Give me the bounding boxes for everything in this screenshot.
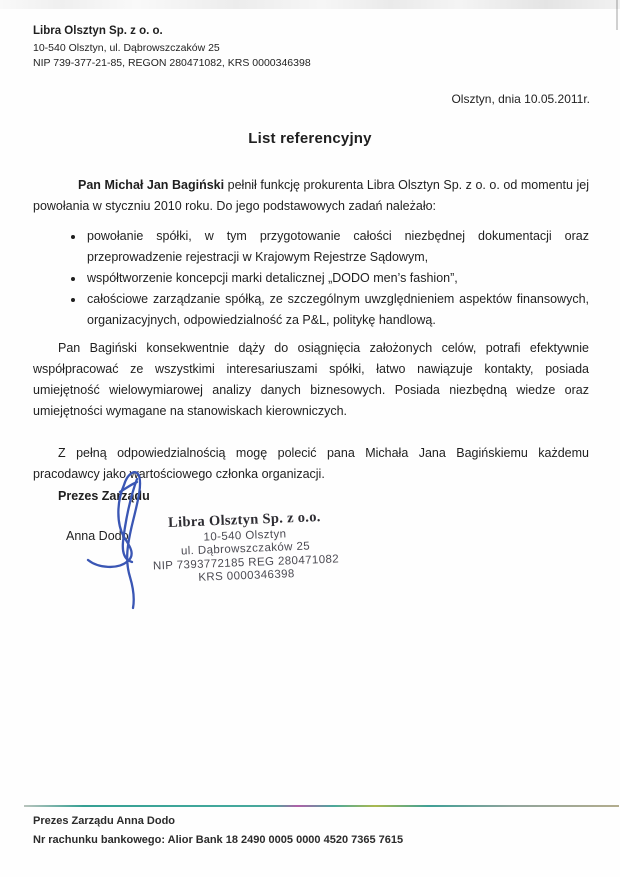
footer-divider-line: [24, 805, 619, 807]
letter-body: [33, 175, 589, 485]
company-stamp: [147, 510, 345, 587]
paragraph-introduction-rest: pełnił funkcję prokurenta Libra Olsztyn Sp. z o. o. od momentu jej powołania w styczniu 2010 roku. Do jego podstawowych zadań należało:: [33, 178, 589, 213]
list-item: • całościowe zarządzanie spółką, ze szczególnym uwzględnieniem aspektów finansowych, organizacyjnych, odpowiedzialność za P&L, politykę handlową.: [85, 289, 589, 331]
footer-bank-account: Nr rachunku bankowego: Alior Bank 18 2490 0005 0000 4520 7365 7615: [33, 834, 404, 846]
dateline: Olsztyn, dnia 10.05.2011r.: [451, 92, 590, 106]
sender-registry-numbers: NIP 739-377-21-85, REGON 280471082, KRS 0000346398: [33, 57, 311, 69]
paragraph-recommendation: Z pełną odpowiedzialnością mogę polecić pana Michała Jana Bagińskiemu każdemu pracodawcy jako wartościowego członka organizacji.: [33, 446, 589, 481]
paragraph-introduction: [33, 175, 589, 217]
scan-artifact-right: [616, 0, 618, 30]
list-item: • współtworzenie koncepcji marki detalicznej „DODO men’s fashion”,: [85, 268, 589, 289]
scan-artifact-top: [0, 0, 620, 9]
signer-name: Anna Dodo: [66, 529, 129, 543]
sender-company-name: Libra Olsztyn Sp. z o. o.: [33, 25, 163, 37]
sender-block: [33, 24, 311, 71]
paragraph-assessment: Pan Bagiński konsekwentnie dąży do osiągnięcia założonych celów, potrafi efektywnie współpracować ze wszystkimi interesariuszami spółki, łatwo nawiązuje kontakty, posiada umiejętność wielowymiarowej analizy danych biznesowych. Posiada niezbędną wiedze oraz umiejętności wymagane na stanowiskach kierowniczych.: [33, 341, 589, 418]
sender-address: 10-540 Olsztyn, ul. Dąbrowszczaków 25: [33, 42, 220, 54]
stamp-krs: KRS 0000346398: [198, 568, 295, 584]
document-title: List referencyjny: [248, 130, 372, 147]
subject-person-name: Pan Michał Jan Bagiński: [78, 178, 225, 192]
list-item: • powołanie spółki, w tym przygotowanie całości niezbędnej dokumentacji oraz przeprowadzenie rejestracji w Krajowym Rejestrze Sądowym,: [85, 226, 589, 268]
stamp-nip-regon: NIP 7393772185 REG 280471082: [152, 552, 340, 573]
duties-list: [33, 226, 589, 331]
signer-role: Prezes Zarządu: [58, 489, 150, 503]
stamp-postal-city: 10-540 Olsztyn: [203, 527, 287, 544]
footer-signer-line: Prezes Zarządu Anna Dodo: [33, 815, 176, 827]
footer-block: [33, 812, 403, 850]
stamp-street: ul. Dąbrowszczaków 25: [180, 540, 311, 558]
stamp-company-name: Libra Olsztyn Sp. z o.o.: [167, 509, 321, 531]
